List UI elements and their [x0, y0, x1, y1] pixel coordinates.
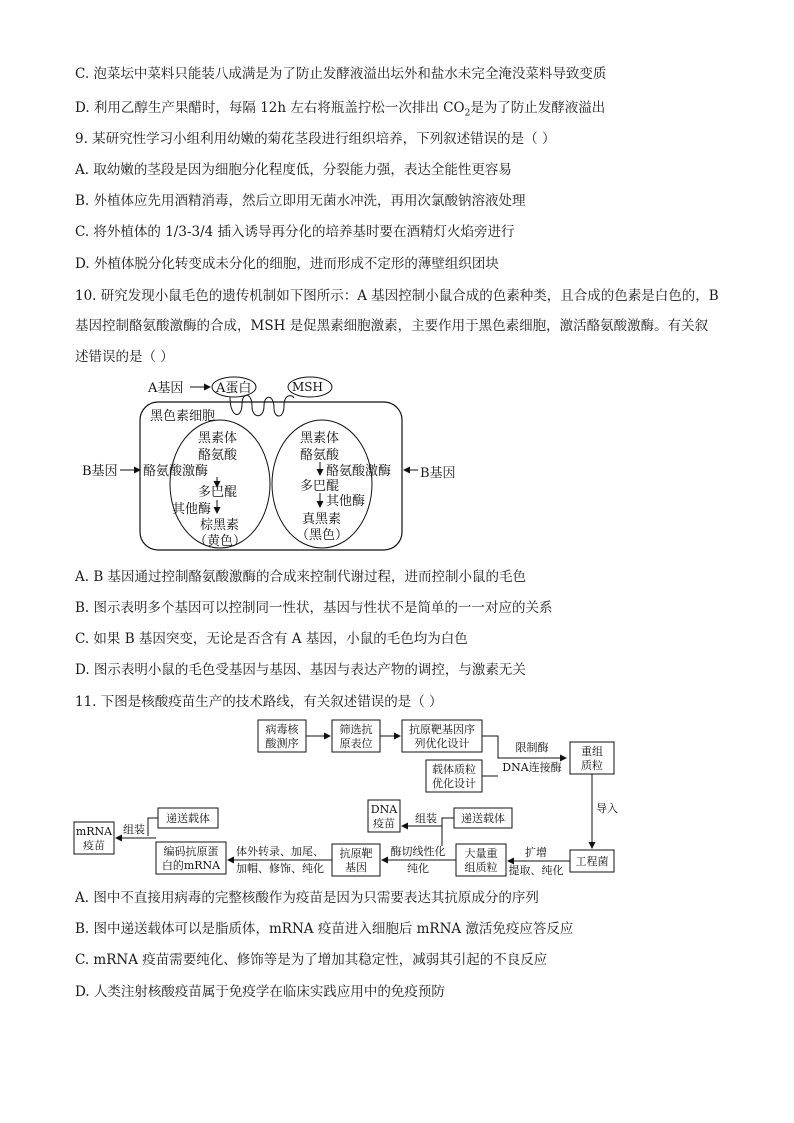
option-10d: D. 图示表明小鼠的毛色受基因与基因、基因与表达产物的调控，与激素无关 — [75, 662, 526, 678]
right-black: （黑色） — [296, 528, 349, 543]
bulk-plasmid-l2: 组质粒 — [464, 861, 498, 874]
engineered-bacteria-box: 工程菌 — [575, 855, 609, 868]
option-11c: C. mRNA 疫苗需要纯化、修饰等是为了增加其稳定性，减弱其引起的不良反应 — [75, 952, 548, 968]
dna-vaccine-l1: DNA — [370, 803, 398, 816]
epitope-box-l1: 筛选抗 — [339, 723, 373, 736]
left-tyrosine: 酪氨酸 — [198, 448, 238, 463]
in-vitro-label-1: 体外转录、加尾、 — [236, 845, 324, 858]
right-other-enzyme: 其他酶 — [326, 494, 366, 509]
gene-design-box-l1: 抗原靶基因序 — [409, 723, 475, 736]
dna-ligase-label: DNA连接酶 — [502, 761, 562, 774]
right-melanosome: 黑素体 — [300, 431, 340, 446]
delivery-vector-box-2: 递送载体 — [166, 812, 210, 825]
b-gene-left-label: B基因 — [82, 464, 118, 479]
a-gene-label: A基因 — [148, 381, 184, 396]
right-tyrosine: 酪氨酸 — [300, 448, 340, 463]
left-other-enzyme: 其他酶 — [172, 502, 212, 517]
option-8d — [75, 100, 605, 122]
left-melanosome: 黑素体 — [198, 431, 238, 446]
left-yellow: （黄色） — [194, 534, 247, 549]
b-gene-right-text: B基因 — [420, 466, 456, 481]
option-9d: D. 外植体脱分化转变成未分化的细胞，进而形成不定形的薄壁组织团块 — [75, 256, 499, 272]
import-label: 导入 — [596, 802, 618, 815]
question-11: 11. 下图是核酸疫苗生产的技术路线，有关叙述错误的是（ ） — [75, 694, 443, 710]
left-tyrosinase: 酪氨酸激酶 — [143, 464, 209, 479]
antigen-gene-l2: 基因 — [345, 861, 367, 874]
mrna-vaccine-l1: mRNA — [75, 825, 113, 838]
mrna-box-l1: 编码抗原蛋 — [163, 845, 219, 858]
nucleic-acid-vaccine-flowchart — [70, 716, 630, 880]
bulk-plasmid-l1: 大量重 — [464, 847, 498, 860]
antigen-gene-l1: 抗原靶 — [339, 847, 373, 860]
right-tyrosinase: 酪氨酸激酶 — [326, 464, 392, 479]
msh-label: MSH — [292, 380, 323, 394]
option-11d: D. 人类注射核酸疫苗属于免疫学在临床实践应用中的免疫预防 — [75, 984, 445, 1000]
co2-subscript: 2 — [464, 108, 471, 119]
option-8d-text: D. 利用乙醇生产果醋时，每隔 12h 左右将瓶盖拧松一次排出 CO — [75, 100, 465, 116]
recombinant-plasmid-l1: 重组 — [581, 745, 603, 758]
question-10-line-2: 基因控制酪氨酸激酶的合成，MSH 是促黑素细胞激素，主要作用于黑色素细胞，激活酪氨酸激酶。有关叙 — [75, 318, 709, 334]
assemble-label-2: 组装 — [123, 823, 145, 836]
extract-label: 提取、纯化 — [508, 864, 564, 877]
option-9c: C. 将外植体的 1/3-3/4 插入诱导再分化的培养基时要在酒精灯火焰旁进行 — [75, 224, 515, 240]
gene-design-box-l2: 列优化设计 — [414, 737, 470, 750]
delivery-vector-box-1: 递送载体 — [461, 812, 505, 825]
a-protein-label: A蛋白 — [216, 381, 252, 396]
restriction-enzyme-label: 限制酶 — [515, 741, 549, 754]
option-11a: A. 图中不直接用病毒的完整核酸作为疫苗是因为只需要表达其抗原成分的序列 — [75, 890, 539, 906]
left-pheomelanin: 棕黑素 — [200, 518, 240, 533]
mouse-coat-color-diagram — [80, 374, 420, 554]
option-8c: C. 泡菜坛中菜料只能装八成满是为了防止发酵液溢出坛外和盐水未完全淹没菜料导致变质 — [75, 66, 607, 82]
linearize-label: 酶切线性化 — [390, 845, 446, 858]
option-9a: A. 取幼嫩的茎段是因为细胞分化程度低，分裂能力强，表达全能性更容易 — [75, 162, 512, 178]
option-11b: B. 图中递送载体可以是脂质体，mRNA 疫苗进入细胞后 mRNA 激活免疫应答反应 — [75, 921, 574, 937]
right-eumelanin: 真黑素 — [302, 512, 342, 527]
option-10a: A. B 基因通过控制酪氨酸激酶的合成来控制代谢过程，进而控制小鼠的毛色 — [75, 569, 527, 585]
mrna-vaccine-l2: 疫苗 — [83, 839, 105, 852]
assemble-label-1: 组装 — [415, 812, 437, 825]
sequencing-box-l2: 酸测序 — [265, 737, 299, 750]
epitope-box-l2: 原表位 — [339, 737, 373, 750]
sequencing-box-l1: 病毒核 — [265, 723, 299, 736]
plasmid-design-box-l1: 载体质粒 — [432, 763, 476, 776]
in-vitro-label-2: 加帽、修饰、纯化 — [236, 862, 324, 875]
option-10b: B. 图示表明多个基因可以控制同一性状，基因与性状不是简单的一一对应的关系 — [75, 600, 553, 616]
purify-label: 纯化 — [407, 862, 429, 875]
dna-vaccine-l2: 疫苗 — [373, 817, 395, 830]
recombinant-plasmid-l2: 质粒 — [581, 759, 603, 772]
question-10-line-3: 述错误的是（ ） — [75, 349, 174, 365]
question-10-line-1: 10. 研究发现小鼠毛色的遗传机制如下图所示：A 基因控制小鼠合成的色素种类，且合成的色素是白色的，B — [75, 288, 719, 304]
option-9b: B. 外植体应先用酒精消毒，然后立即用无菌水冲洗，再用次氯酸钠溶液处理 — [75, 193, 526, 209]
amplify-label: 扩增 — [525, 846, 547, 859]
plasmid-design-box-l2: 优化设计 — [432, 777, 476, 790]
question-9: 9. 某研究性学习小组利用幼嫩的菊花茎段进行组织培养，下列叙述错误的是（ ） — [75, 131, 556, 147]
mrna-box-l2: 白的mRNA — [161, 859, 221, 872]
right-dopaquinone: 多巴醌 — [300, 479, 340, 494]
option-8d-text-end: 是为了防止发酵液溢出 — [470, 100, 606, 116]
option-10c: C. 如果 B 基因突变，无论是否含有 A 基因，小鼠的毛色均为白色 — [75, 631, 468, 647]
left-dopaquinone: 多巴醌 — [198, 485, 238, 500]
melanocyte-label: 黑色素细胞 — [150, 409, 216, 424]
